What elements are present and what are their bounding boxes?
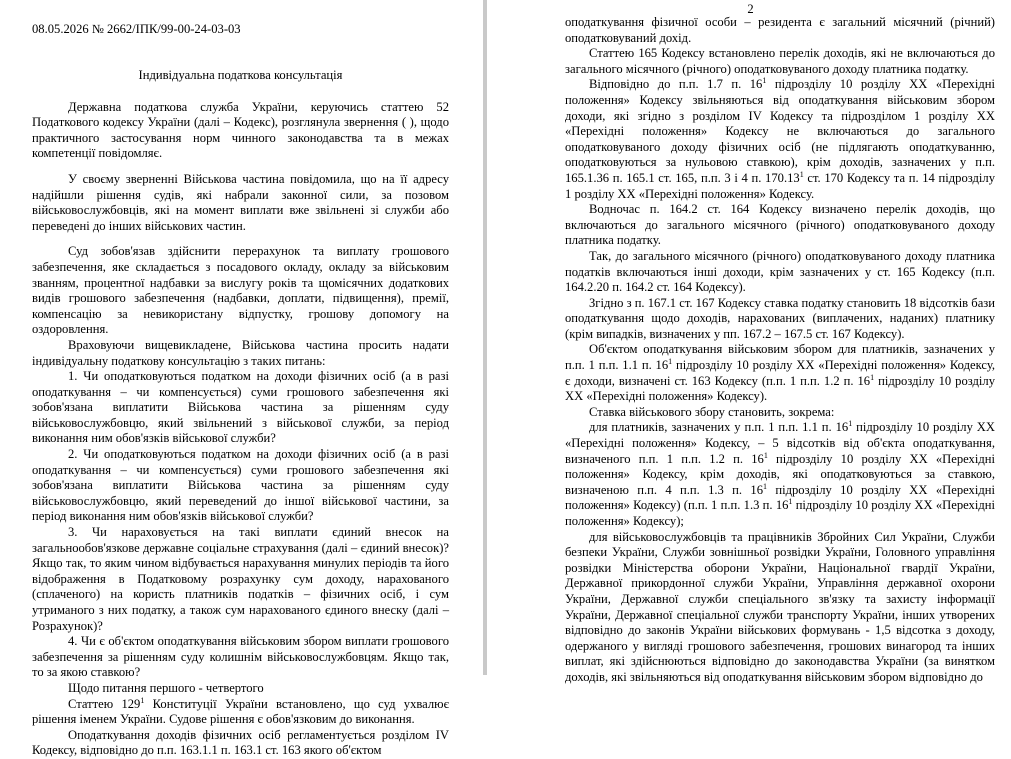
paragraph-tax-rate: Згідно з п. 167.1 ст. 167 Кодексу ставка податку становить 18 відсотків бази оподаткування щодо доходів, нарахованих (виплачених, наданих) платнику (крім випадків, визначених у пп. 167.2 – 167.5 ст. 167 Кодексу). (565, 295, 995, 341)
question-2: 2. Чи оподатковуються податком на доходи фізичних осіб (а в разі оподаткування – чи компенсується) суми грошового забезпечення які зобов'язана виплатити Військова частина за рішенням суду військовослужбовцю, який переведений до іншої військової частини, за період виконання ним обов'язків військової служби? (32, 447, 449, 524)
paragraph-article-164: Водночас п. 164.2 ст. 164 Кодексу визначено перелік доходів, що включаються до загального місячного (річного) оподатковуваного доходу платника податку. (565, 202, 995, 248)
question-1: 1. Чи оподатковуються податком на доходи фізичних осіб (а в разі оподаткування – чи компенсується) суми грошового забезпечення які зобов'язана виплатити Військова частина за рішенням суду військовослужбовцю, який звільнений з військової служби, за період виконання ним обов'язків військової служби? (32, 369, 449, 446)
page-1-body (32, 0, 449, 759)
document-title: Індивідуальна податкова консультація (138, 68, 343, 82)
paragraph-levy-rate-5: для платників, зазначених у п.п. 1 п.п. 1.1 п. $16^1$ підрозділу 10 розділу XX «Перехідні положення» Кодексу, – 5 відсотків від об'єкта оподаткування, визначеного п.п. 1 п.п. 1.2 п. $16^1$ підрозділу 10 розділу XX «Перехідні положення» Кодексу, крім доходів, які оподатковуються за ставкою, визначеною п.п. 4 п.п. 1.3 п. $16^1$ підрозділу 10 розділу XX «Перехідні положення» Кодексу) (п.п. 1 п.п. 1.3 п. $16^1$ підрозділу 10 розділу XX «Перехідні положення» Кодексу); (565, 419, 996, 528)
paragraph-appeal: У своєму зверненні Військова частина повідомила, що на її адресу надійшли рішення судів, які набрали законної сили, за позовом військовослужбовців, які на момент виплати вже звільнені зі служби або переведені до інших військових частин. (32, 171, 449, 233)
paragraph-military-levy-exemption: Відповідно до п.п. 1.7 п. $16^1$ підрозділу 10 розділу XX «Перехідні положення» Кодексу звільняються від оподаткування військовим збором доходи, які згідно з розділом IV Кодексу та підрозділом 1 розділу XX «Перехідні положення» Кодексу не включаються до загального оподатковуваного доходу фізичних осіб (не підлягають оподаткуванню, оподатковуються за нульовою ставкою), крім доходів, зазначених у п.п. 165.1.36 п. 165.1 ст. 165, п.п. 3 і 4 п. 170.13$^1$ ст. 170 Кодексу та п. 14 підрозділу 1 розділу XX «Перехідні положення» Кодексу. (565, 76, 995, 201)
paragraph-other-income: Так, до загального місячного (річного) оподатковуваного доходу платника податків включаються інші доходи, крім зазначених у ст. 165 Кодексу (п.п. 164.2.20 п. 164.2 ст. 164 Кодексу). (565, 248, 995, 295)
paragraph-levy-rate-military: для військовослужбовців та працівників Збройних Сил України, Служби безпеки України, Служби зовнішньої розвідки України, Головного управління розвідки Міністерства оборони України, Національної гвардії України, Державної прикордонної служби України, Управління державної охорони України, Державної служби спеціального зв'язку та захисту інформації України, Державної спеціальної служби транспорту України, інших утворених відповідно до законів України військових формувань - 1,5 відсотка з доходу, одержаного у вигляді грошового забезпечення, грошових винагород та інших виплат, які здійснюються відповідно до законодавства України (за винятком доходів, які звільняються від оподаткування військовим збором відповідно до (565, 529, 995, 684)
paragraph-levy-object: Об'єктом оподаткування військовим збором для платників, зазначених у п.п. 1 п.п. 1.1 п. $16^1$ підрозділу 10 розділу XX «Перехідні положення» Кодексу, є доходи, визначені ст. 163 Кодексу (п.п. 1 п.п. 1.2 п. $16^1$ підрозділу 10 розділу XX «Перехідні положення» Кодексу). (565, 342, 995, 404)
page-divider (483, 0, 487, 675)
paragraph-constitution: Статтею $129^1$ Конституції України встановлено, що суд ухвалює рішення іменем України. Судове рішення є обов'язковим до виконання. (32, 695, 449, 727)
paragraph-request: Враховуючи вищевикладене, Військова частина просить надати індивідуальну податкову консультацію з таких питань: (32, 337, 449, 368)
document-page-1 (0, 0, 480, 758)
page-2-body (565, 0, 995, 686)
paragraph-article-165: Статтею 165 Кодексу встановлено перелік доходів, які не включаються до загального місячного (річного) оподатковуваного доходу платника податку. (565, 46, 995, 76)
paragraph-taxation: Оподаткування доходів фізичних осіб регламентується розділом IV Кодексу, відповідно до п.п. 163.1.1 п. 163.1 ст. 163 якого об'єктом (32, 727, 449, 758)
document-header-number: 08.05.2026 № 2662/ІПК/99-00-24-03-03 (32, 22, 241, 36)
document-page-2 (490, 0, 1011, 684)
paragraph-intro: Державна податкова служба України, керуючись статтею 52 Податкового кодексу України (далі – Кодекс), розглянула звернення ( ), щодо практичного застосування норм чинного законодавства та в межах компетенції повідомляє. (32, 99, 449, 161)
page-number: 2 (747, 2, 754, 16)
question-3: 3. Чи нараховується на такі виплати єдиний внесок на загальнообов'язкове державне соціальне страхування (далі – єдиний внесок)? Якщо так, то яким чином відбувається нарахування минулих періодів та його відображення в Податковому розрахунку сум доходу, нарахованого (сплаченого) на користь платників податків – фізичних осіб, і сум утриманого з них податку, а також сум нарахованого єдиного внеску (далі – Розрахунок)? (32, 525, 449, 633)
paragraph-court-obligation: Суд зобов'язав здійснити перерахунок та виплату грошового забезпечення, яке складається з посадового окладу, окладу за військовим званням, процентної надбавки за вислугу років та щомісячних додаткових видів грошового забезпечення (надбавки, доплати, підвищення), премії, компенсацію за невикористану відпустку, грошову допомогу на оздоровлення. (32, 244, 449, 337)
paragraph-object: оподаткування фізичної особи – резидента є загальний місячний (річний) оподатковуваний дохід. (565, 15, 995, 45)
question-4: 4. Чи є об'єктом оподаткування військовим збором виплати грошового забезпечення за рішенням суду колишнім військовослужбовцям. Якщо так, то за якою ставкою? (32, 634, 449, 680)
paragraph-levy-rate-intro: Ставка військового збору становить, зокрема: (589, 404, 835, 419)
section-heading: Щодо питання першого - четвертого (68, 680, 264, 695)
